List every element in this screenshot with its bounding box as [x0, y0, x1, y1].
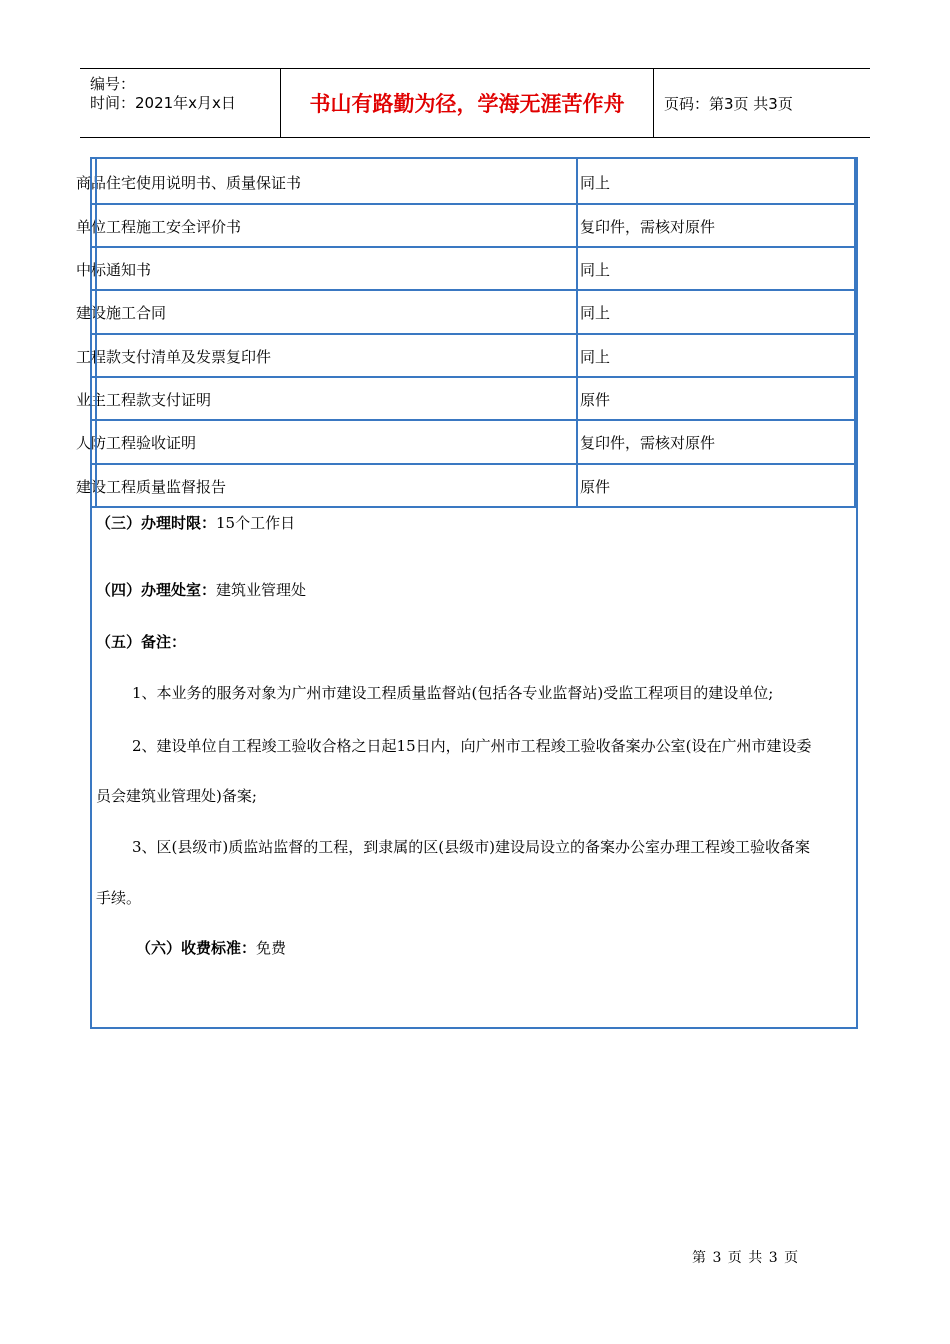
document-requirement: 复印件，需核对原件 — [580, 434, 716, 452]
section-value: 15个工作日 — [216, 514, 296, 532]
document-name: 商品住宅使用说明书、质量保证书 — [76, 174, 302, 192]
table-row — [76, 378, 856, 421]
remark-note-3-cont: 手续。 — [96, 889, 142, 907]
document-requirement: 同上 — [580, 261, 611, 279]
page-header — [80, 68, 870, 138]
table-divider — [92, 333, 856, 335]
section-value: 建筑业管理处 — [216, 581, 307, 599]
table-row — [76, 335, 856, 378]
table-divider — [92, 203, 856, 205]
table-divider — [92, 376, 856, 378]
document-name: 建设施工合同 — [76, 304, 167, 322]
table-row — [76, 248, 856, 291]
header-motto-cell — [281, 69, 654, 137]
header-meta — [80, 69, 281, 137]
remark-note-2: 2、建设单位自工程竣工验收合格之日起15日内，向广州市工程竣工验收备案办公室(设在广州市建设委 — [132, 737, 812, 755]
table-divider — [92, 419, 856, 421]
header-motto: 书山有路勤为径，学海无涯苦作舟 — [309, 92, 625, 116]
table-right-border — [854, 159, 856, 508]
document-requirement: 同上 — [580, 348, 611, 366]
page-footer: 第 3 页 共 3 页 — [692, 1250, 800, 1266]
section-office — [96, 579, 306, 600]
doc-number-label: 编号： — [90, 75, 136, 93]
document-requirement: 同上 — [580, 174, 611, 192]
document-requirement: 同上 — [580, 304, 611, 322]
document-name: 中标通知书 — [76, 261, 152, 279]
section-fee — [136, 937, 286, 958]
document-name: 工程款支付清单及发票复印件 — [76, 348, 272, 366]
table-row — [76, 205, 856, 248]
document-name: 建设工程质量监督报告 — [76, 478, 227, 496]
section-label: （四）办理处室： — [96, 581, 217, 599]
table-row — [76, 291, 856, 334]
table-left-border — [95, 159, 97, 508]
table-row — [76, 161, 856, 204]
table-divider — [92, 506, 856, 508]
section-time-limit — [96, 512, 295, 533]
table-row — [76, 465, 856, 508]
table-divider — [92, 246, 856, 248]
document-requirement: 复印件，需核对原件 — [580, 218, 716, 236]
section-label: （三）办理时限： — [96, 514, 217, 532]
table-column-divider — [576, 159, 578, 508]
section-label: （六）收费标准： — [136, 939, 257, 957]
table-divider — [92, 289, 856, 291]
table-row — [76, 421, 856, 464]
document-requirement: 原件 — [580, 391, 611, 409]
document-requirement: 原件 — [580, 478, 611, 496]
document-name: 业主工程款支付证明 — [76, 391, 212, 409]
document-name: 人防工程验收证明 — [76, 434, 197, 452]
table-divider — [92, 463, 856, 465]
doc-time-label: 时间：2021年x月x日 — [90, 94, 236, 112]
section-remarks — [96, 631, 186, 652]
header-page-info: 页码：第3页 共3页 — [664, 94, 793, 113]
section-label: （五）备注： — [96, 633, 187, 651]
section-value: 免费 — [256, 939, 287, 957]
remark-note-3: 3、区(县级市)质监站监督的工程，到隶属的区(县级市)建设局设立的备案办公室办理工程竣工验收备案 — [132, 838, 810, 856]
remark-note-1: 1、本业务的服务对象为广州市建设工程质量监督站(包括各专业监督站)受监工程项目的建设单位; — [132, 684, 774, 702]
remark-note-2-cont: 员会建筑业管理处)备案; — [96, 787, 257, 805]
document-name: 单位工程施工安全评价书 — [76, 218, 242, 236]
